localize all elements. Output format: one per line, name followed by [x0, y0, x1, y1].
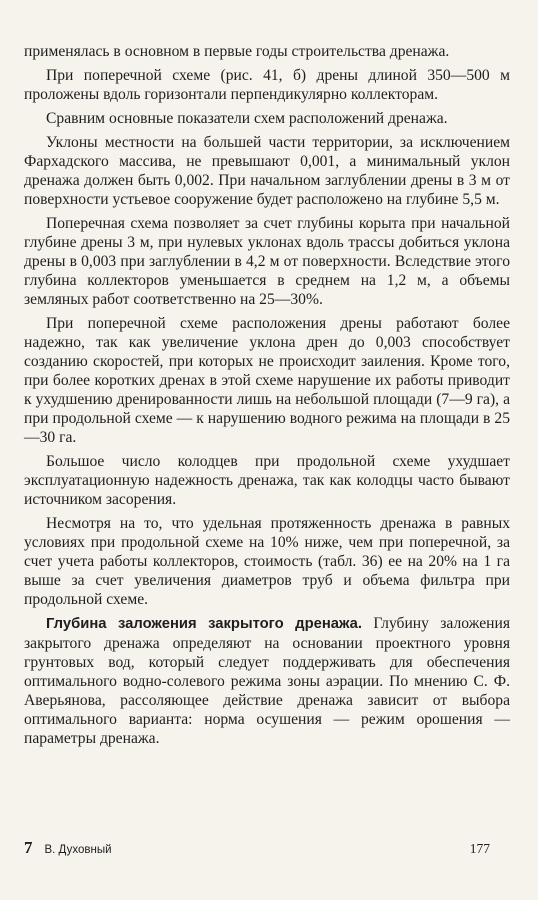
body-text — [24, 42, 510, 748]
paragraph-continued: применялась в основном в первые годы строительства дренажа. — [24, 43, 450, 60]
section-text: Глубину заложения закрытого дренажа определяют на основании проектного уровня грунтовых вод, который следует поддерживать для обеспечения оптимального водно-солевого режима зоны аэрации. По мнению С. Ф. Аверьянова, рассоляющее действие дренажа зависит от выбора оптимального варианта: норма осушения — режим орошения — параметры дренажа. — [24, 615, 510, 747]
section-paragraph — [24, 614, 510, 748]
paragraph: Уклоны местности на большей части территории, за исключением Фархадского массива, не превышают 0,001, а минимальный уклон дренажа должен быть 0,002. При начальном заглублении дрены в 3 м от поверхности устьевое сооружение будет расположено на глубине 5,5 м. — [24, 134, 510, 208]
paragraph: Поперечная схема позволяет за счет глубины корыта при начальной глубине дрены 3 м, при нулевых уклонах вдоль трассы добиться уклона дрены в 0,003 при заглублении в 4,2 м от поверхности. Вследствие этого глубина коллекторов уменьшается в среднем на 1,2 м, а объемы земляных работ соответственно на 25—30%. — [24, 215, 510, 308]
section-heading: Глубина заложения закрытого дренажа. — [46, 616, 363, 632]
page-number: 177 — [469, 841, 490, 856]
author-name: В. Духовный — [44, 844, 112, 856]
page-footer — [24, 838, 490, 858]
paragraph: При поперечной схеме расположения дрены работают более надежно, так как увеличение уклона дрен до 0,003 способствует созданию скоростей, при которых не происходит заиления. Кроме того, при более коротких дренах в этой схеме нарушение их работы приводит к ухудшению дренированности лишь на небольшой площади (7—9 га), а при продольной схеме — к нарушению водного режима на площади в 25—30 га. — [24, 315, 510, 446]
signature-mark: 7 — [24, 838, 33, 857]
paragraph: При поперечной схеме (рис. 41, б) дрены длиной 350—500 м проложены вдоль горизонтали перпендикулярно коллекторам. — [24, 67, 510, 103]
paragraph: Несмотря на то, что удельная протяженность дренажа в равных условиях при продольной схеме на 10% ниже, чем при поперечной, за счет учета работы коллекторов, стоимость (табл. 36) ее на 20% на 1 га выше за счет увеличения диаметров труб и объема фильтра при продольной схеме. — [24, 515, 510, 608]
paragraph: Сравним основные показатели схем расположений дренажа. — [46, 110, 448, 127]
paragraph: Большое число колодцев при продольной схеме ухудшает эксплуатационную надежность дренажа, так как колодцы часто бывают источником засорения. — [24, 453, 510, 508]
